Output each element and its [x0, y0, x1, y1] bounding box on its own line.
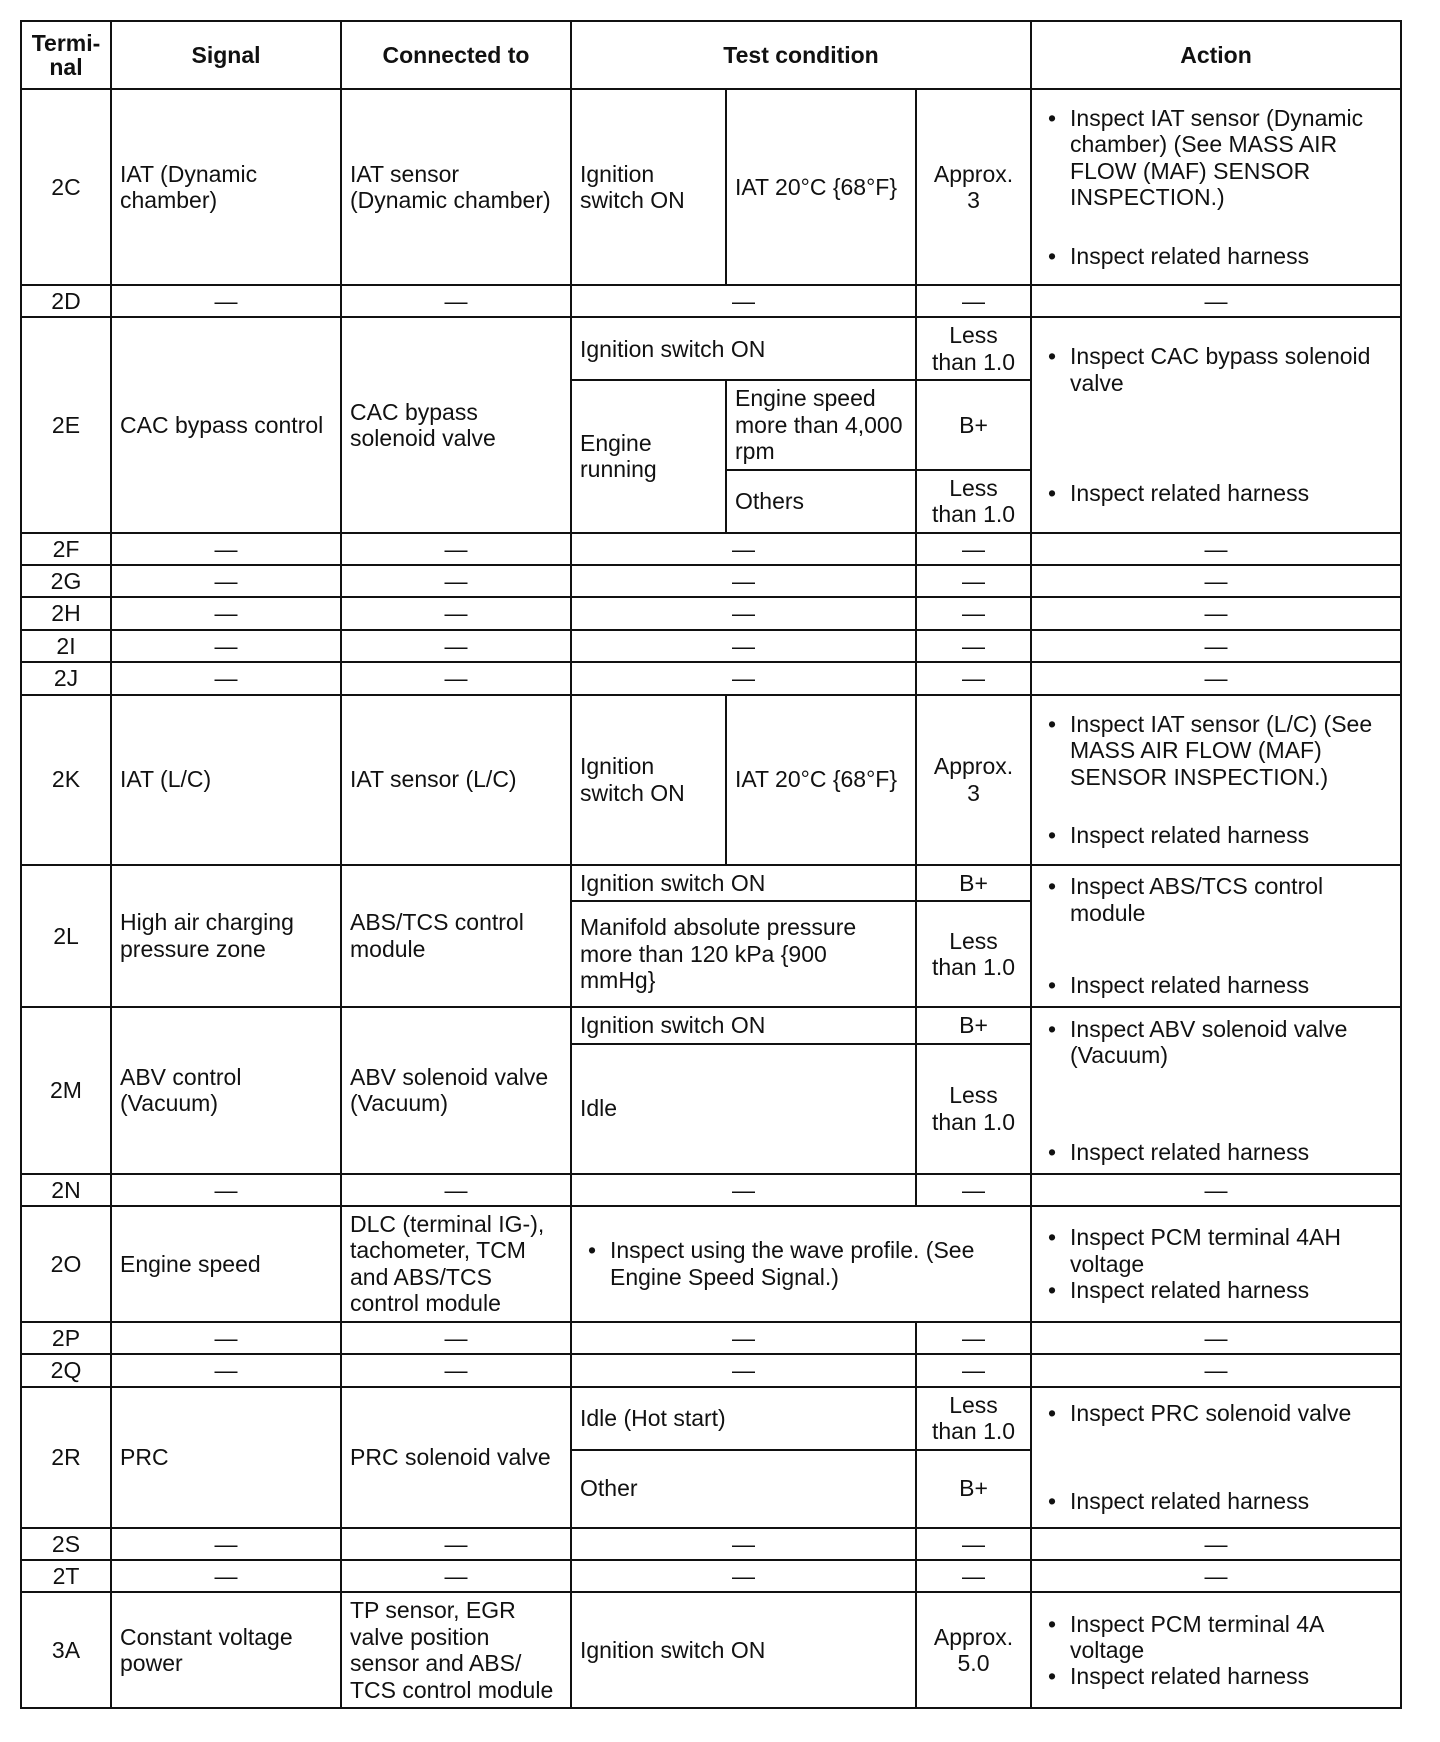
- empty-cell: —: [916, 1354, 1031, 1386]
- empty-cell: —: [1031, 533, 1401, 565]
- empty-cell: —: [916, 1322, 1031, 1354]
- signal-cell: Constant voltage power: [111, 1592, 341, 1708]
- empty-cell: —: [571, 662, 916, 694]
- empty-cell: —: [341, 533, 571, 565]
- empty-cell: —: [111, 1322, 341, 1354]
- empty-cell: —: [111, 533, 341, 565]
- test-condition-detail-cell: Others: [726, 470, 916, 533]
- action-item: • Inspect related harness: [1040, 1139, 1392, 1165]
- action-cell: [1031, 1592, 1401, 1708]
- connected-to-cell: IAT sensor (Dynamic chamber): [341, 89, 571, 285]
- empty-cell: —: [1031, 1322, 1401, 1354]
- action-item: • Inspect PCM terminal 4A voltage: [1040, 1611, 1392, 1664]
- empty-cell: —: [111, 630, 341, 662]
- terminal-cell: 2R: [21, 1387, 111, 1528]
- connected-to-cell: TP sensor, EGR valve position sensor and ABS/ TCS control module: [341, 1592, 571, 1708]
- action-item: • Inspect IAT sensor (L/C) (See MASS AIR FLOW (MAF) SENSOR INSPECTION.): [1040, 711, 1392, 790]
- signal-cell: PRC: [111, 1387, 341, 1528]
- connected-to-cell: DLC (terminal IG-), tachometer, TCM and ABS/TCS control module: [341, 1206, 571, 1322]
- empty-cell: —: [571, 1354, 916, 1386]
- table-row-2Q: [21, 1354, 1401, 1386]
- action-cell: [1031, 1387, 1401, 1528]
- table-row-2F: [21, 533, 1401, 565]
- voltage-cell: Approx. 3: [916, 89, 1031, 285]
- action-item: • Inspect PRC solenoid valve: [1040, 1400, 1392, 1426]
- empty-cell: —: [1031, 285, 1401, 317]
- empty-cell: —: [571, 1560, 916, 1592]
- empty-cell: —: [111, 1560, 341, 1592]
- action-item: • Inspect related harness: [1040, 1277, 1392, 1303]
- action-item: • Inspect related harness: [1040, 1488, 1392, 1514]
- empty-cell: —: [1031, 1174, 1401, 1206]
- terminal-cell: 2G: [21, 565, 111, 597]
- terminal-cell: 2O: [21, 1206, 111, 1322]
- empty-cell: —: [111, 662, 341, 694]
- terminal-cell: 2I: [21, 630, 111, 662]
- empty-cell: —: [571, 1528, 916, 1560]
- empty-cell: —: [916, 597, 1031, 629]
- action-item: • Inspect related harness: [1040, 972, 1392, 998]
- table-row-2K: [21, 695, 1401, 865]
- test-condition-cell: Manifold absolute pressure more than 120 kPa {900 mmHg}: [571, 901, 916, 1007]
- terminal-cell: 2Q: [21, 1354, 111, 1386]
- connected-to-cell: ABS/TCS control module: [341, 865, 571, 1007]
- empty-cell: —: [341, 1354, 571, 1386]
- table-row-2T: [21, 1560, 1401, 1592]
- voltage-cell: Less than 1.0: [916, 1387, 1031, 1450]
- action-cell: [1031, 695, 1401, 865]
- signal-cell: Engine speed: [111, 1206, 341, 1322]
- condition-item: • Inspect using the wave profile. (See Engine Speed Signal.): [580, 1237, 1022, 1290]
- empty-cell: —: [571, 630, 916, 662]
- action-item: • Inspect CAC bypass solenoid valve: [1040, 343, 1392, 396]
- empty-cell: —: [571, 533, 916, 565]
- voltage-cell: B+: [916, 380, 1031, 469]
- terminal-cell: 2T: [21, 1560, 111, 1592]
- action-item: • Inspect PCM terminal 4AH voltage: [1040, 1224, 1392, 1277]
- terminal-cell: 2F: [21, 533, 111, 565]
- empty-cell: —: [571, 285, 916, 317]
- empty-cell: —: [1031, 597, 1401, 629]
- empty-cell: —: [916, 1174, 1031, 1206]
- col-header-action: Action: [1031, 21, 1401, 89]
- empty-cell: —: [1031, 1560, 1401, 1592]
- empty-cell: —: [916, 1528, 1031, 1560]
- empty-cell: —: [341, 1322, 571, 1354]
- test-condition-cell: [571, 1206, 1031, 1322]
- table-row-2S: [21, 1528, 1401, 1560]
- voltage-cell: Less than 1.0: [916, 901, 1031, 1007]
- terminal-cell: 2C: [21, 89, 111, 285]
- empty-cell: —: [571, 1174, 916, 1206]
- signal-cell: High air charging pressure zone: [111, 865, 341, 1007]
- test-condition-cell: Idle (Hot start): [571, 1387, 916, 1450]
- empty-cell: —: [916, 1560, 1031, 1592]
- empty-cell: —: [341, 1528, 571, 1560]
- test-condition-cell: Ignition switch ON: [571, 865, 916, 901]
- pcm-terminal-voltage-sheet: [20, 20, 1400, 1709]
- action-item: • Inspect related harness: [1040, 243, 1392, 269]
- signal-cell: CAC bypass control: [111, 317, 341, 532]
- empty-cell: —: [571, 565, 916, 597]
- empty-cell: —: [916, 533, 1031, 565]
- col-header-terminal: Termi- nal: [21, 21, 111, 89]
- voltage-cell: Less than 1.0: [916, 470, 1031, 533]
- test-condition-cell: Engine running: [571, 380, 726, 532]
- terminal-cell: 2S: [21, 1528, 111, 1560]
- test-condition-cell: Ignition switch ON: [571, 1592, 916, 1708]
- table-row-2R: [21, 1387, 1401, 1450]
- terminal-cell: 2D: [21, 285, 111, 317]
- action-cell: [1031, 1206, 1401, 1322]
- col-header-test-condition: Test condition: [571, 21, 1031, 89]
- connected-to-cell: CAC bypass solenoid valve: [341, 317, 571, 532]
- empty-cell: —: [1031, 1354, 1401, 1386]
- terminal-voltage-table: [20, 20, 1402, 1709]
- voltage-cell: Less than 1.0: [916, 317, 1031, 380]
- col-header-connected-to: Connected to: [341, 21, 571, 89]
- empty-cell: —: [916, 662, 1031, 694]
- empty-cell: —: [1031, 630, 1401, 662]
- table-row-2M: [21, 1007, 1401, 1043]
- table-row-2N: [21, 1174, 1401, 1206]
- terminal-cell: 2M: [21, 1007, 111, 1173]
- test-condition-detail-cell: IAT 20°C {68°F}: [726, 695, 916, 865]
- action-cell: [1031, 317, 1401, 532]
- empty-cell: —: [111, 1528, 341, 1560]
- signal-cell: IAT (Dynamic chamber): [111, 89, 341, 285]
- empty-cell: —: [916, 565, 1031, 597]
- terminal-cell: 2J: [21, 662, 111, 694]
- empty-cell: —: [341, 565, 571, 597]
- empty-cell: —: [1031, 1528, 1401, 1560]
- voltage-cell: Approx. 3: [916, 695, 1031, 865]
- empty-cell: —: [571, 1322, 916, 1354]
- connected-to-cell: IAT sensor (L/C): [341, 695, 571, 865]
- terminal-cell: 2N: [21, 1174, 111, 1206]
- table-row-2I: [21, 630, 1401, 662]
- table-row-2E: [21, 317, 1401, 380]
- signal-cell: IAT (L/C): [111, 695, 341, 865]
- empty-cell: —: [111, 1354, 341, 1386]
- empty-cell: —: [916, 630, 1031, 662]
- empty-cell: —: [341, 285, 571, 317]
- action-item: • Inspect IAT sensor (Dynamic chamber) (See MASS AIR FLOW (MAF) SENSOR INSPECTION.): [1040, 105, 1392, 211]
- test-condition-cell: Idle: [571, 1044, 916, 1174]
- empty-cell: —: [111, 597, 341, 629]
- empty-cell: —: [111, 565, 341, 597]
- empty-cell: —: [111, 1174, 341, 1206]
- voltage-cell: B+: [916, 1450, 1031, 1528]
- action-item: • Inspect related harness: [1040, 822, 1392, 848]
- voltage-cell: Approx. 5.0: [916, 1592, 1031, 1708]
- table-row-2O: [21, 1206, 1401, 1322]
- terminal-cell: 2K: [21, 695, 111, 865]
- test-condition-cell: Ignition switch ON: [571, 317, 916, 380]
- action-item: • Inspect ABS/TCS control module: [1040, 873, 1392, 926]
- table-row-2J: [21, 662, 1401, 694]
- terminal-cell: 2E: [21, 317, 111, 532]
- empty-cell: —: [1031, 565, 1401, 597]
- empty-cell: —: [916, 285, 1031, 317]
- empty-cell: —: [111, 285, 341, 317]
- terminal-cell: 2L: [21, 865, 111, 1007]
- action-cell: [1031, 865, 1401, 1007]
- col-header-signal: Signal: [111, 21, 341, 89]
- test-condition-cell: Other: [571, 1450, 916, 1528]
- empty-cell: —: [341, 597, 571, 629]
- test-condition-detail-cell: Engine speed more than 4,000 rpm: [726, 380, 916, 469]
- action-item: • Inspect related harness: [1040, 1663, 1392, 1689]
- table-row-2H: [21, 597, 1401, 629]
- test-condition-cell: Ignition switch ON: [571, 89, 726, 285]
- voltage-cell: B+: [916, 865, 1031, 901]
- table-row-3A: [21, 1592, 1401, 1708]
- voltage-cell: B+: [916, 1007, 1031, 1043]
- table-row-2D: [21, 285, 1401, 317]
- empty-cell: —: [341, 1174, 571, 1206]
- empty-cell: —: [341, 1560, 571, 1592]
- connected-to-cell: PRC solenoid valve: [341, 1387, 571, 1528]
- empty-cell: —: [341, 630, 571, 662]
- table-row-2C: [21, 89, 1401, 285]
- test-condition-detail-cell: IAT 20°C {68°F}: [726, 89, 916, 285]
- table-row-2G: [21, 565, 1401, 597]
- terminal-cell: 2H: [21, 597, 111, 629]
- action-cell: [1031, 89, 1401, 285]
- empty-cell: —: [571, 597, 916, 629]
- table-row-2L: [21, 865, 1401, 901]
- table-row-2P: [21, 1322, 1401, 1354]
- empty-cell: —: [1031, 662, 1401, 694]
- empty-cell: —: [341, 662, 571, 694]
- action-item: • Inspect ABV solenoid valve (Vacuum): [1040, 1016, 1392, 1069]
- action-cell: [1031, 1007, 1401, 1173]
- signal-cell: ABV control (Vacuum): [111, 1007, 341, 1173]
- test-condition-cell: Ignition switch ON: [571, 695, 726, 865]
- voltage-cell: Less than 1.0: [916, 1044, 1031, 1174]
- test-condition-cell: Ignition switch ON: [571, 1007, 916, 1043]
- connected-to-cell: ABV solenoid valve (Vacuum): [341, 1007, 571, 1173]
- action-item: • Inspect related harness: [1040, 480, 1392, 506]
- terminal-cell: 2P: [21, 1322, 111, 1354]
- terminal-cell: 3A: [21, 1592, 111, 1708]
- header-row: [21, 21, 1401, 89]
